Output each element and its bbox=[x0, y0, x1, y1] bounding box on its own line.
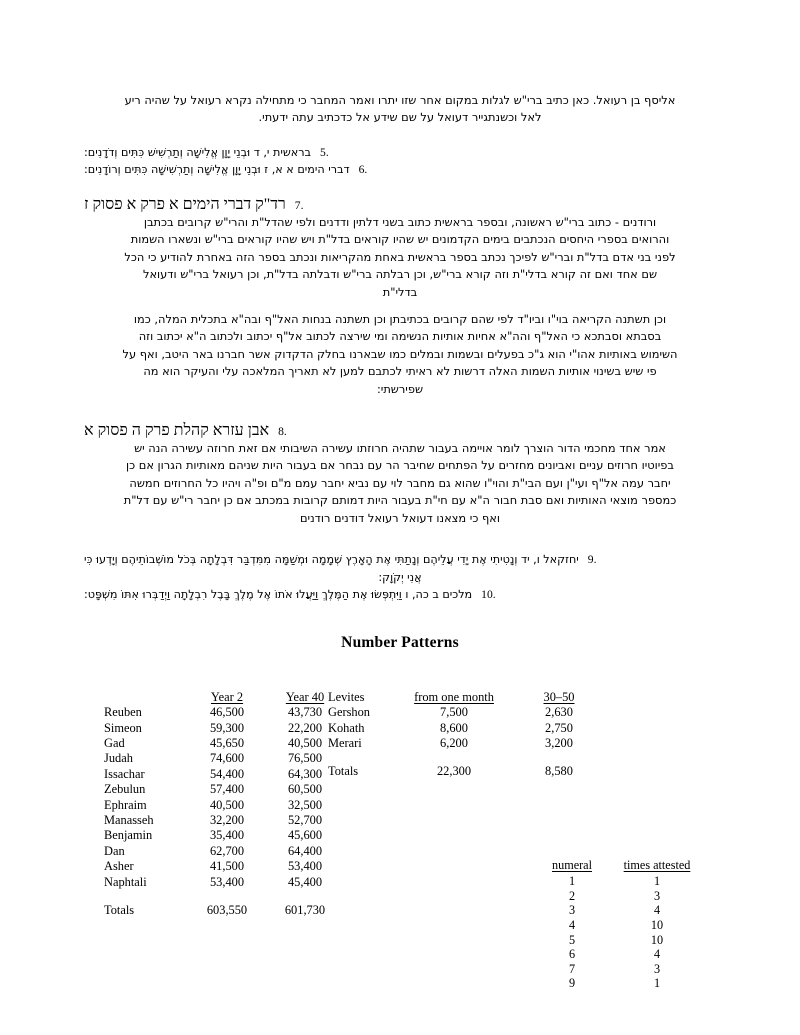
times-attested-value: 4 bbox=[653, 903, 661, 918]
commentary-line: שפירשתי: bbox=[376, 381, 424, 396]
times-attested-value: 10 bbox=[650, 918, 664, 933]
list-item-text: מלכים ב כה, ו וַיִּתְפְּשׂוּ אֶת הַמֶּלֶךְ וַיַּעֲלוּ אֹתוֹ אֶל מֶלֶךְ בָּבֶל רִבְלָתָה וַיְדַבְּרוּ אִתּוֹ מִשְׁפָּט: bbox=[84, 588, 473, 602]
list-item-text: דברי הימים א א, ז וּבְנֵי יָוָן אֱלִישָׁה וְתַרְשִׁישָׁה כִּתִּים וְרוֹדָנִים: bbox=[84, 163, 350, 177]
levite-thirty-fifty: 2,630 bbox=[545, 705, 573, 720]
column-header-blank bbox=[104, 690, 188, 705]
list-item-text-continued: אֲנִי יְקֹוָק: bbox=[378, 570, 422, 584]
numeral-value: 2 bbox=[568, 888, 576, 903]
totals-label: Totals bbox=[328, 764, 359, 779]
intro-paragraph bbox=[84, 92, 716, 127]
list-item-number: 6. bbox=[358, 163, 368, 177]
column-header-year40: Year 40 bbox=[285, 689, 325, 704]
numeral-value: 4 bbox=[568, 918, 576, 933]
intro-line-1: אליסף בן רעואל. כאן כתיב ברי"ש לגלות במקום אחר שזו יתרו ואמר המחבר כי מתחילה נקרא רעואל על שהיה ריע bbox=[124, 93, 676, 107]
levites-census-table bbox=[328, 690, 606, 780]
tribe-name: Judah bbox=[104, 751, 133, 766]
commentary-line: כמספר מוצאי האותיות ואם סבת חבור ה"א עם חי"ת בעבור היות דמותם קרובות במכתב אם כן יחבר רי"ש עם דל"ת bbox=[123, 493, 677, 508]
times-attested-value: 4 bbox=[653, 947, 661, 962]
commentary-line: פי שיש בשינוי אותיות השמות האלה דרשות לא ראיתי לכתבם למען לא תאריך המלאכה עלי והעיקר הוא מה bbox=[143, 364, 657, 379]
commentary-line: ורודנים - כתוב ברי"ש ראשונה, ובספר בראשית כתוב בשני דלתין ודדנים ולפי שהדל"ת והרי"ש קרובים בכתבן bbox=[143, 215, 657, 229]
tribe-year40: 53,400 bbox=[287, 859, 323, 874]
tribe-name: Ephraim bbox=[104, 797, 147, 812]
tribe-year2: 74,600 bbox=[209, 751, 245, 766]
tribe-year40: 64,300 bbox=[287, 766, 323, 781]
commentary-heading-row bbox=[84, 422, 716, 440]
spacer bbox=[84, 179, 716, 196]
sources-list bbox=[84, 144, 716, 179]
tribe-year2: 45,650 bbox=[209, 735, 245, 750]
table-spacer-row bbox=[104, 890, 344, 903]
levite-from-one-month: 6,200 bbox=[440, 735, 468, 750]
levite-clan: Kohath bbox=[328, 720, 365, 735]
tribe-name: Issachar bbox=[104, 766, 145, 781]
tribe-year40: 45,600 bbox=[287, 828, 323, 843]
commentary-line: אמר אחד מחכמי הדור הוצרך לומר אויימה בעבור שתהיה חרוזתו עשירה השיבותי אם זאת חרוזה עשירה הנה יש bbox=[134, 441, 666, 456]
levite-thirty-fifty: 3,200 bbox=[545, 735, 573, 750]
tribe-year40: 52,700 bbox=[287, 812, 323, 827]
tribe-year2: 35,400 bbox=[209, 828, 245, 843]
tribe-year40: 60,500 bbox=[287, 782, 323, 797]
table-row bbox=[104, 813, 344, 828]
table-row bbox=[536, 947, 706, 962]
totals-thirty-fifty: 8,580 bbox=[545, 764, 573, 779]
times-attested-value: 3 bbox=[653, 888, 661, 903]
list-item-number: 5. bbox=[320, 145, 329, 159]
table-row bbox=[536, 933, 706, 948]
verses-list bbox=[84, 551, 716, 604]
list-item bbox=[84, 161, 716, 179]
column-header-numeral: numeral bbox=[552, 857, 592, 872]
table-header-row bbox=[328, 690, 606, 705]
column-header-thirty-fifty: 30–50 bbox=[543, 689, 575, 704]
levite-clan: Gershon bbox=[328, 705, 370, 720]
tribe-name: Simeon bbox=[104, 720, 142, 735]
tribe-year40: 45,400 bbox=[287, 874, 323, 889]
table-row bbox=[104, 844, 344, 859]
tribe-name: Benjamin bbox=[104, 828, 153, 843]
commentary-line: השימוש באותיות אהו"י הוא ג"כ בפעלים ובשמות ובמלים כמו שבארנו בחלק הדקדוק אשר חברנו באר היטב, ואף על bbox=[122, 346, 678, 361]
tribe-year40: 22,200 bbox=[287, 720, 323, 735]
tribe-year2: 32,200 bbox=[209, 812, 245, 827]
table-spacer-row bbox=[328, 751, 606, 764]
spacer bbox=[84, 301, 716, 311]
commentary-heading-row bbox=[84, 196, 716, 214]
table-row bbox=[104, 798, 344, 813]
table-row bbox=[536, 976, 706, 991]
commentary-line: וכן תשתנה הקריאה בוי"ו וביו"ד לפי שהם קרובים בכתיבתן וכן תשתנה בנחות האל"ף ובה"א בתכלית המלה, כמו bbox=[133, 312, 667, 327]
list-item-number: 7. bbox=[294, 199, 304, 212]
table-row bbox=[536, 962, 706, 977]
tribe-name: Asher bbox=[104, 859, 134, 874]
tribe-year2: 59,300 bbox=[209, 720, 245, 735]
times-attested-value: 10 bbox=[650, 932, 664, 947]
commentary-line: יחבר עמה אל"ף ועי"ן ועם הבי"ת והוי"ו שהוא גם מחבר לוי עם נביא יחבר עמם מ"ם ופ"ה ויהיו כל החרוזים חמשה bbox=[129, 475, 671, 490]
table-header-row bbox=[536, 858, 706, 875]
commentary-ibn-ezra bbox=[84, 422, 716, 527]
numeral-value: 7 bbox=[568, 961, 576, 976]
numeral-attestation-table bbox=[536, 858, 706, 991]
tables-area bbox=[84, 690, 716, 990]
table-header-row bbox=[104, 690, 344, 705]
tribe-year2: 46,500 bbox=[209, 705, 245, 720]
times-attested-value: 3 bbox=[653, 961, 661, 976]
tribe-name: Reuben bbox=[104, 705, 142, 720]
levite-thirty-fifty: 2,750 bbox=[545, 720, 573, 735]
table-totals-row bbox=[328, 764, 606, 779]
levite-clan: Merari bbox=[328, 735, 362, 750]
tribe-year40: 43,730 bbox=[287, 705, 323, 720]
table-row bbox=[104, 751, 344, 766]
table-totals-row bbox=[104, 903, 344, 918]
table-row bbox=[104, 721, 344, 736]
totals-year40: 601,730 bbox=[284, 902, 326, 917]
tribe-year2: 40,500 bbox=[209, 797, 245, 812]
commentary-heading: אבן עזרא קהלת פרק ה פסוק א bbox=[84, 422, 270, 440]
list-item bbox=[84, 551, 716, 586]
numeral-value: 6 bbox=[568, 947, 576, 962]
list-item-text: יחזקאל ו, יד וְנָטִיתִי אֶת יָדִי עֲלֵיהֶם וְנָתַתִּי אֶת הָאָרֶץ שְׁמָמָה וּמְשַׁמָּה מִמִּדְבַּר דִּבְלָתָה בְּכֹל מוֹשְׁבוֹתֵיהֶם וְיָדְעוּ כִּי bbox=[84, 553, 579, 567]
table-row bbox=[104, 782, 344, 797]
table-row bbox=[328, 721, 606, 736]
tribe-year2: 41,500 bbox=[209, 859, 245, 874]
spacer bbox=[84, 527, 716, 551]
commentary-heading: רד"ק דברי הימים א פרק א פסוק ז bbox=[84, 196, 286, 213]
tribe-name: Naphtali bbox=[104, 874, 147, 889]
numeral-value: 1 bbox=[568, 874, 576, 889]
tribe-year40: 76,500 bbox=[287, 751, 323, 766]
column-header-from-one-month: from one month bbox=[414, 689, 494, 704]
commentary-radak bbox=[84, 196, 716, 398]
table-row bbox=[104, 736, 344, 751]
tribe-year40: 32,500 bbox=[287, 797, 323, 812]
list-item bbox=[84, 144, 716, 162]
commentary-line: ואף כי מצאנו דעואל רעואל דודנים רודנים bbox=[300, 510, 500, 525]
list-item bbox=[84, 586, 716, 604]
column-header-year2: Year 2 bbox=[210, 689, 244, 704]
tribe-year2: 62,700 bbox=[209, 843, 245, 858]
commentary-line: בפיוטיו חרוזים עניים ואביונים מחזרים על הפתחים שחיבר הר עם נבחר אם בעבור היות שניהם מאותיות הגרון אם כן bbox=[126, 458, 674, 473]
commentary-line: בסבתא וסבתכא כי האל"ף והה"א אחיות אותיות הנשימה ומי שירצה לכתוב אל"ף יכתוב ולכתוב ה"א יכתוב וזה bbox=[138, 329, 662, 344]
totals-from-one-month: 22,300 bbox=[436, 764, 472, 779]
tribe-year2: 57,400 bbox=[209, 782, 245, 797]
times-attested-value: 1 bbox=[653, 874, 661, 889]
table-row bbox=[104, 828, 344, 843]
table-row bbox=[536, 874, 706, 889]
list-item-number: 10. bbox=[481, 588, 496, 602]
tribe-name: Gad bbox=[104, 735, 125, 750]
spacer bbox=[84, 127, 716, 144]
numeral-value: 9 bbox=[568, 976, 576, 991]
levite-from-one-month: 8,600 bbox=[440, 720, 468, 735]
table-row bbox=[328, 705, 606, 720]
table-row bbox=[104, 859, 344, 874]
tribe-year40: 40,500 bbox=[287, 735, 323, 750]
totals-label: Totals bbox=[104, 902, 135, 917]
tribe-name: Zebulun bbox=[104, 782, 146, 797]
tribe-year40: 64,400 bbox=[287, 843, 323, 858]
numeral-value: 5 bbox=[568, 932, 576, 947]
list-item-number: 9. bbox=[587, 553, 597, 567]
table-row bbox=[104, 705, 344, 720]
list-item-text: בראשית י, ד וּבְנֵי יָוָן אֱלִישָׁה וְתַרְשִׁישׁ כִּתִּים וְדֹדָנִים: bbox=[84, 145, 312, 159]
intro-line-2: לאל וכשנתגייר דעואל על שם שידע אל כדכתיב עתה ידעתי. bbox=[258, 110, 542, 125]
commentary-line: בדלי"ת bbox=[382, 284, 418, 299]
tribe-year2: 53,400 bbox=[209, 874, 245, 889]
commentary-line: שם אחד ואם זה קורא בדלי"ת וזה קורא ברי"ש, וכן רבלתה ברי"ש ודבלתה בדל"ת, וכן רעואל ברי"ש ודעואל bbox=[142, 267, 658, 282]
totals-year2: 603,550 bbox=[206, 902, 248, 917]
spacer bbox=[84, 652, 716, 690]
spacer bbox=[84, 604, 716, 634]
list-item-number: 8. bbox=[278, 425, 287, 439]
table-row bbox=[104, 767, 344, 782]
tribe-name: Dan bbox=[104, 843, 125, 858]
column-header-times-attested: times attested bbox=[623, 857, 691, 872]
table-row bbox=[328, 736, 606, 751]
levite-from-one-month: 7,500 bbox=[440, 705, 468, 720]
tribe-year2: 54,400 bbox=[209, 766, 245, 781]
times-attested-value: 1 bbox=[653, 976, 661, 991]
spacer bbox=[84, 398, 716, 422]
tribes-census-table bbox=[104, 690, 344, 919]
numeral-value: 3 bbox=[568, 903, 576, 918]
table-row bbox=[104, 875, 344, 890]
column-header-levites: Levites bbox=[328, 689, 365, 704]
tribe-name: Manasseh bbox=[104, 812, 154, 827]
table-row bbox=[536, 903, 706, 918]
table-row bbox=[536, 889, 706, 904]
table-row bbox=[536, 918, 706, 933]
commentary-line: לפני בני אדם בדל"ת וברי"ש לפיכך נכתב בספר בראשית באחת מהקריאות ונכתב בספר הזה באחרת להודיע כי הכל bbox=[124, 249, 676, 264]
page-title: Number Patterns bbox=[341, 633, 459, 651]
commentary-line: והרואים בספרי היחסים הנכתבים בימים הקדמונים יש שהיו קוראים בדל"ת ויש שהיו קוראים ברי"ש ונשארו השמות bbox=[130, 232, 670, 247]
